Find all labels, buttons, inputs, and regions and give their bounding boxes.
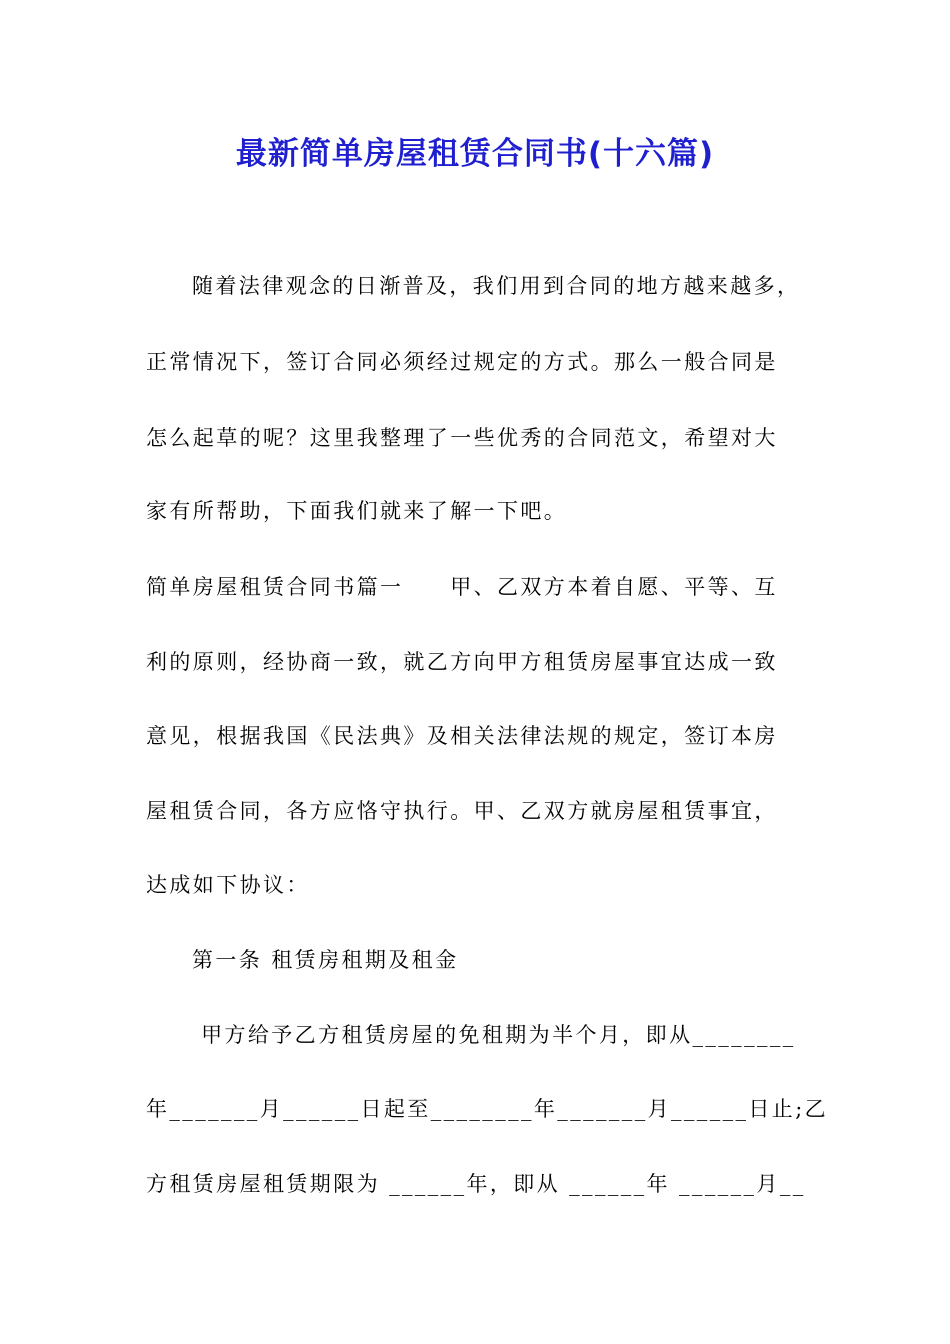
paragraph-line: 怎么起草的呢？这里我整理了一些优秀的合同范文，希望对大 xyxy=(146,426,778,450)
paragraph-line: 随着法律观念的日渐普及，我们用到合同的地方越来越多， xyxy=(192,274,801,298)
article-heading: 第一条 租赁房租期及租金 xyxy=(192,948,459,972)
paragraph-line: 甲方给予乙方租赁房屋的免租期为半个月，即从________ xyxy=(192,1023,796,1047)
paragraph-line: 达成如下协议： xyxy=(146,873,310,897)
paragraph-line: 年_______月______日起至________年_______月______日止;乙 xyxy=(146,1097,829,1121)
section-heading-line: 简单房屋租赁合同书篇一 甲、乙双方本着自愿、平等、互 xyxy=(146,575,778,599)
paragraph-line: 家有所帮助，下面我们就来了解一下吧。 xyxy=(146,499,568,523)
paragraph-line: 正常情况下，签订合同必须经过规定的方式。那么一般合同是 xyxy=(146,350,778,374)
paragraph-line: 意见，根据我国《民法典》及相关法律法规的规定，签订本房 xyxy=(146,724,778,748)
paragraph-line: 屋租赁合同，各方应恪守执行。甲、乙双方就房屋租赁事宜， xyxy=(146,799,778,823)
document-title: 最新简单房屋租赁合同书(十六篇) xyxy=(235,136,715,172)
paragraph-line: 方租赁房屋租赁期限为 ______年，即从 ______年 ______月__ xyxy=(146,1172,806,1196)
paragraph-line: 利的原则，经协商一致，就乙方向甲方租赁房屋事宜达成一致 xyxy=(146,650,778,674)
